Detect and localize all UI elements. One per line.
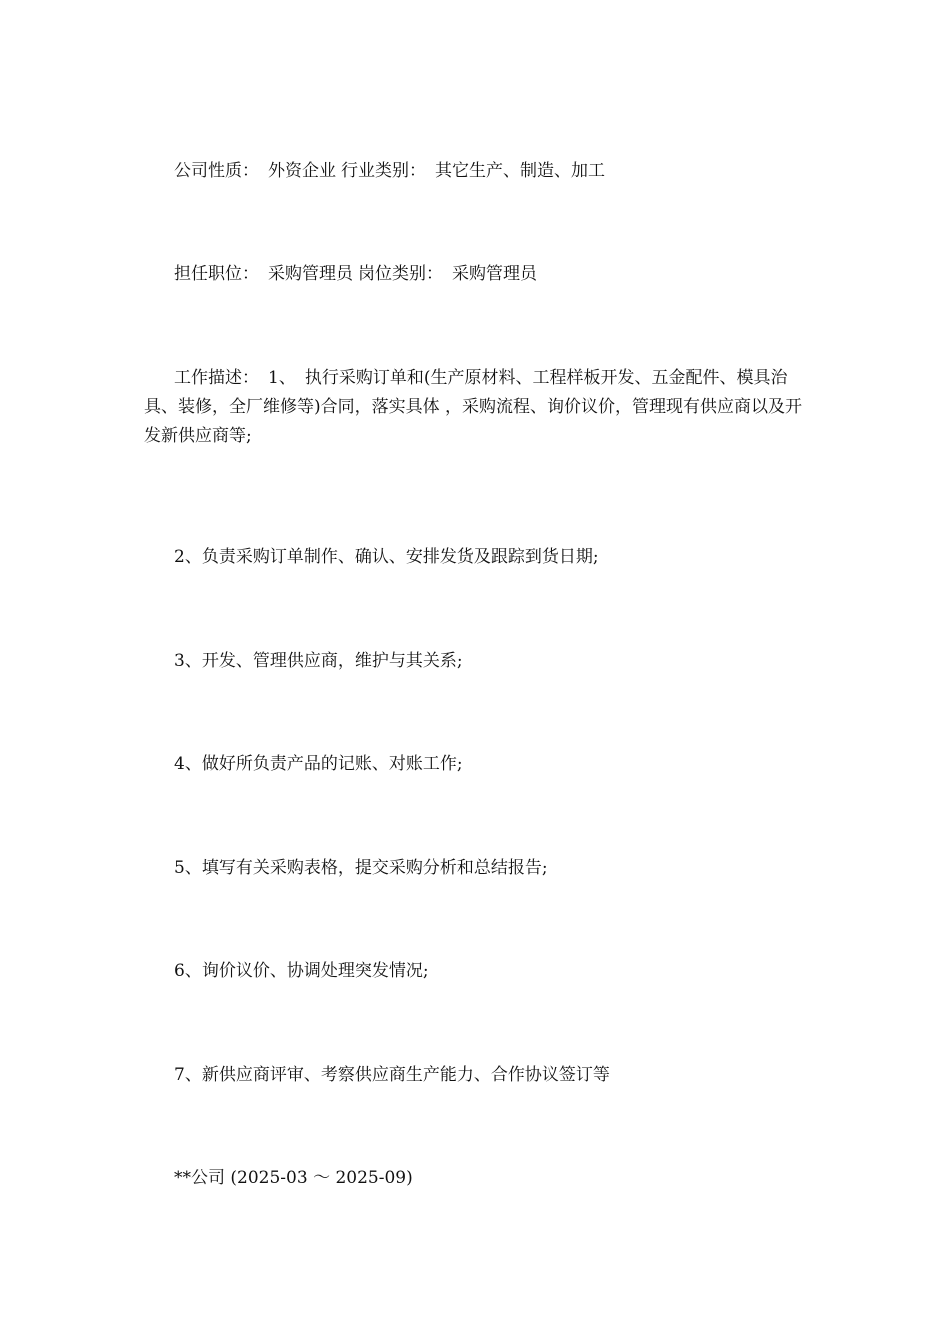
work-item-4: 4、做好所负责产品的记账、对账工作; xyxy=(174,754,463,774)
work-description-paragraph xyxy=(144,364,814,451)
work-item-1-prefix: 1、 xyxy=(268,368,296,388)
industry-value: 其它生产、制造、加工 xyxy=(435,161,605,181)
work-item-1-text: 执行采购订单和(生产原材料、工程样板开发、五金配件、模具治具、装修，全厂维修等)合同，落实具体 ，采购流程、询价议价，管理现有供应商以及开发新供应商等; xyxy=(144,368,803,446)
company-info-line xyxy=(144,157,814,186)
work-item-2: 2、负责采购订单制作、确认、安排发货及跟踪到货日期; xyxy=(174,547,599,567)
work-item-5: 5、填写有关采购表格，提交采购分析和总结报告; xyxy=(174,858,548,878)
work-description-label: 工作描述： xyxy=(174,368,259,388)
company-nature-label: 公司性质： xyxy=(174,161,259,181)
position-label: 担任职位： xyxy=(174,264,259,284)
industry-label: 行业类别： xyxy=(341,161,426,181)
work-item-3: 3、开发、管理供应商，维护与其关系; xyxy=(174,651,463,671)
position-value: 采购管理员 xyxy=(268,264,353,284)
company-nature-value: 外资企业 xyxy=(268,161,336,181)
work-item-7: 7、新供应商评审、考察供应商生产能力、合作协议签订等 xyxy=(174,1065,610,1085)
next-company-heading: **公司 (2025-03 ～ 2025-09) xyxy=(174,1168,413,1188)
position-category-label: 岗位类别： xyxy=(358,264,443,284)
work-item-6: 6、询价议价、协调处理突发情况; xyxy=(174,961,429,981)
position-info-line xyxy=(144,260,814,289)
position-category-value: 采购管理员 xyxy=(452,264,537,284)
